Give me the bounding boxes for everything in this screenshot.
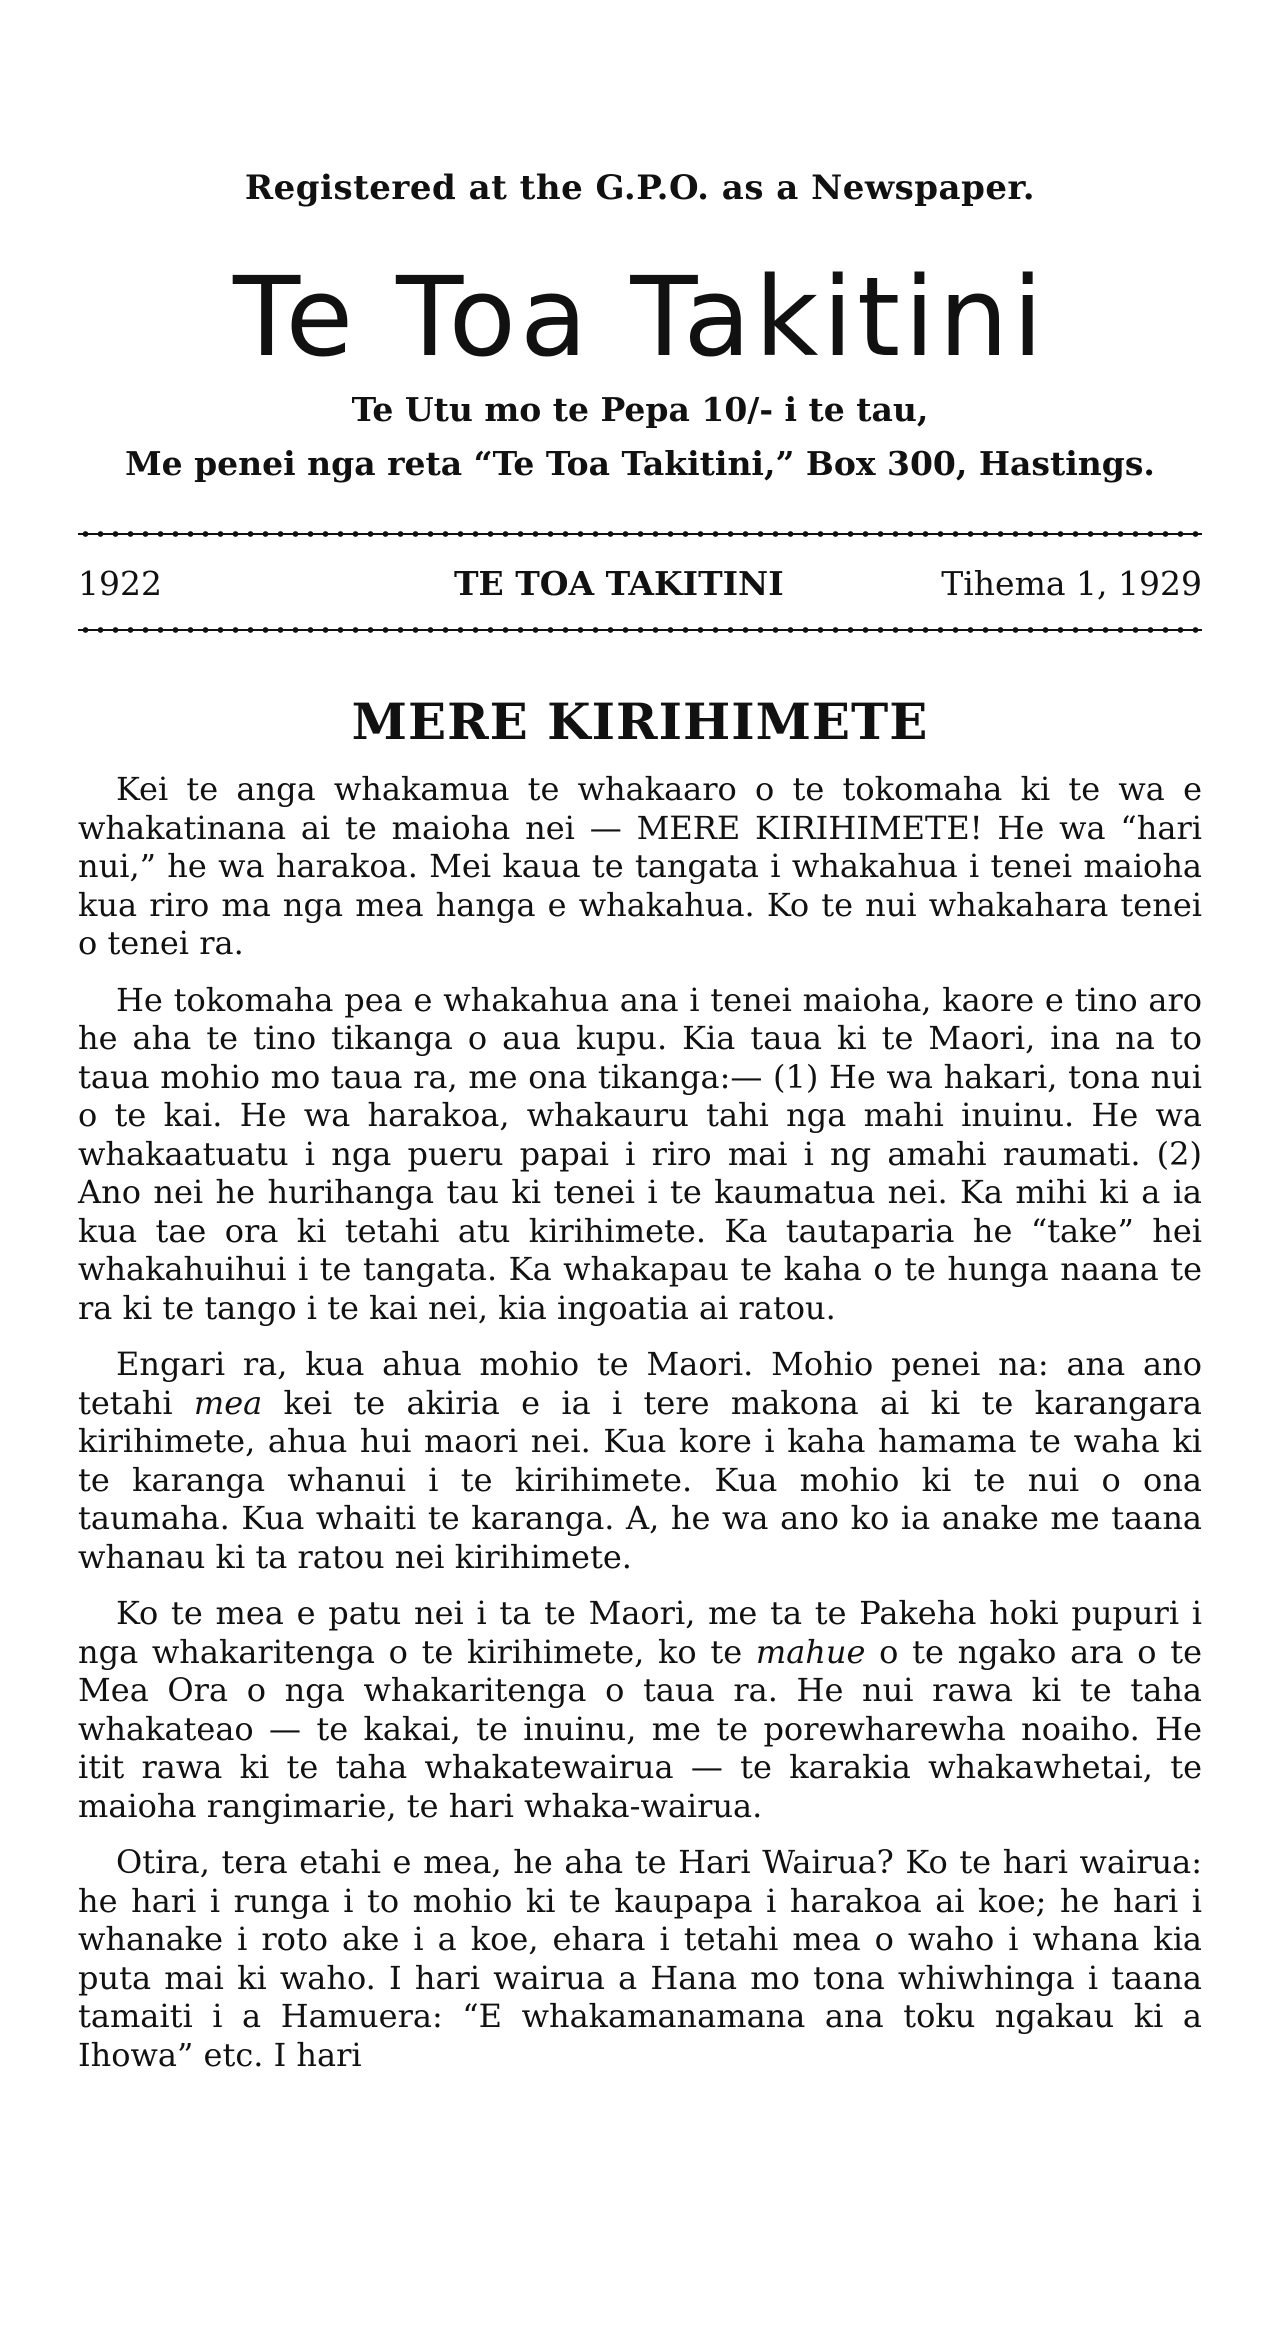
address-line: Me penei nga reta “Te Toa Takitini,” Box 300, Hastings. bbox=[125, 444, 1155, 483]
article-paragraph-5: Otira, tera etahi e mea, he aha te Hari Wairua? Ko te hari wairua: he hari i runga i to mohio ki te kaupapa i harakoa ai koe; he hari i whanake i roto ake i a koe, ehara i tetahi mea o waho i whana kia puta mai ki waho. I hari wairua a Hana mo tona whiwhinga i taana tamaiti i a Hamuera: “E whakamanamana ana toku ngakau ki a Ihowa” etc. I hari bbox=[78, 1843, 1202, 2074]
paragraph-3-text-a: Engari ra, kua ahua mohio te Maori. Mohio penei na: ana ano tetahi bbox=[78, 1345, 1202, 1422]
ornamental-rule-bottom bbox=[78, 626, 1202, 634]
paragraph-3-text-b: kei te akiria e ia i tere makona ai ki te karangara kirihimete, ahua hui maori nei. Kua kore i kaha hamama te waha ki te karanga whanui i te kirihimete. Kua mohio ki te nui o ona taumaha. Kua whaiti te karanga. A, he wa ano ko ia anake me taana whanau ki ta ratou nei kirihimete. bbox=[78, 1383, 1203, 1576]
dateline-date: Tihema 1, 1929 bbox=[941, 564, 1202, 603]
dateline-year: 1922 bbox=[78, 564, 162, 603]
ornamental-rule-top bbox=[78, 530, 1202, 538]
article-paragraph-2: He tokomaha pea e whakahua ana i tenei maioha, kaore e tino aro he aha te tino tikanga o aua kupu. Kia taua ki te Maori, ina na to taua mohio mo taua ra, me ona tikanga:— (1) He wa hakari, tona nui o te kai. He wa harakoa, whakauru tahi nga mahi inuinu. He wa whakaatuatu i nga pueru papai i riro mai i ng amahi raumati. (2) Ano nei he hurihanga tau ki tenei i te kaumatua nei. Ka mihi ki a ia kua tae ora ki tetahi atu kirihimete. Ka tautaparia he “take” hei whakahuihui i te tangata. Ka whakapau te kaha o te hunga naana te ra ki te tango i te kai nei, kia ingoatia ai ratou. bbox=[78, 980, 1202, 1327]
article-paragraph-1: Kei te anga whakamua te whakaaro o te tokomaha ki te wa e whakatinana ai te maioha nei — MERE KIRIHIMETE! He wa “hari nui,” he wa harakoa. Mei kaua te tangata i whakahua i tenei maioha kua riro ma nga mea hanga e whakahua. Ko te nui whakahara tenei o tenei ra. bbox=[78, 770, 1202, 962]
paragraph-4-text-b: o te ngako ara o te Mea Ora o nga whakaritenga o taua ra. He nui rawa ki te taha whakateao — te kakai, te inuinu, me te porewharewha noaiho. He itit rawa ki te taha whakatewairua — te karakia whakawhetai, te maioha rangimarie, te hari whaka-wairua. bbox=[78, 1632, 1203, 1825]
masthead-title: Te Toa Takitini bbox=[233, 253, 1047, 381]
article-headline: MERE KIRIHIMETE bbox=[351, 692, 929, 751]
article-paragraph-4 bbox=[78, 1594, 1202, 1825]
dateline bbox=[78, 564, 1202, 610]
paragraph-3-italic: mea bbox=[193, 1383, 263, 1422]
subscription-line: Te Utu mo te Pepa 10/- i te tau, bbox=[351, 390, 929, 429]
dateline-paper-name: TE TOA TAKITINI bbox=[454, 564, 784, 603]
article-paragraph-3 bbox=[78, 1345, 1202, 1576]
paragraph-4-text-a: Ko te mea e patu nei i ta te Maori, me ta te Pakeha hoki pupuri i nga whakaritenga o te kirihimete, ko te bbox=[78, 1594, 1202, 1671]
article-body bbox=[78, 770, 1202, 2092]
registration-notice: Registered at the G.P.O. as a Newspaper. bbox=[244, 168, 1036, 208]
paragraph-4-italic: mahue bbox=[755, 1632, 866, 1671]
